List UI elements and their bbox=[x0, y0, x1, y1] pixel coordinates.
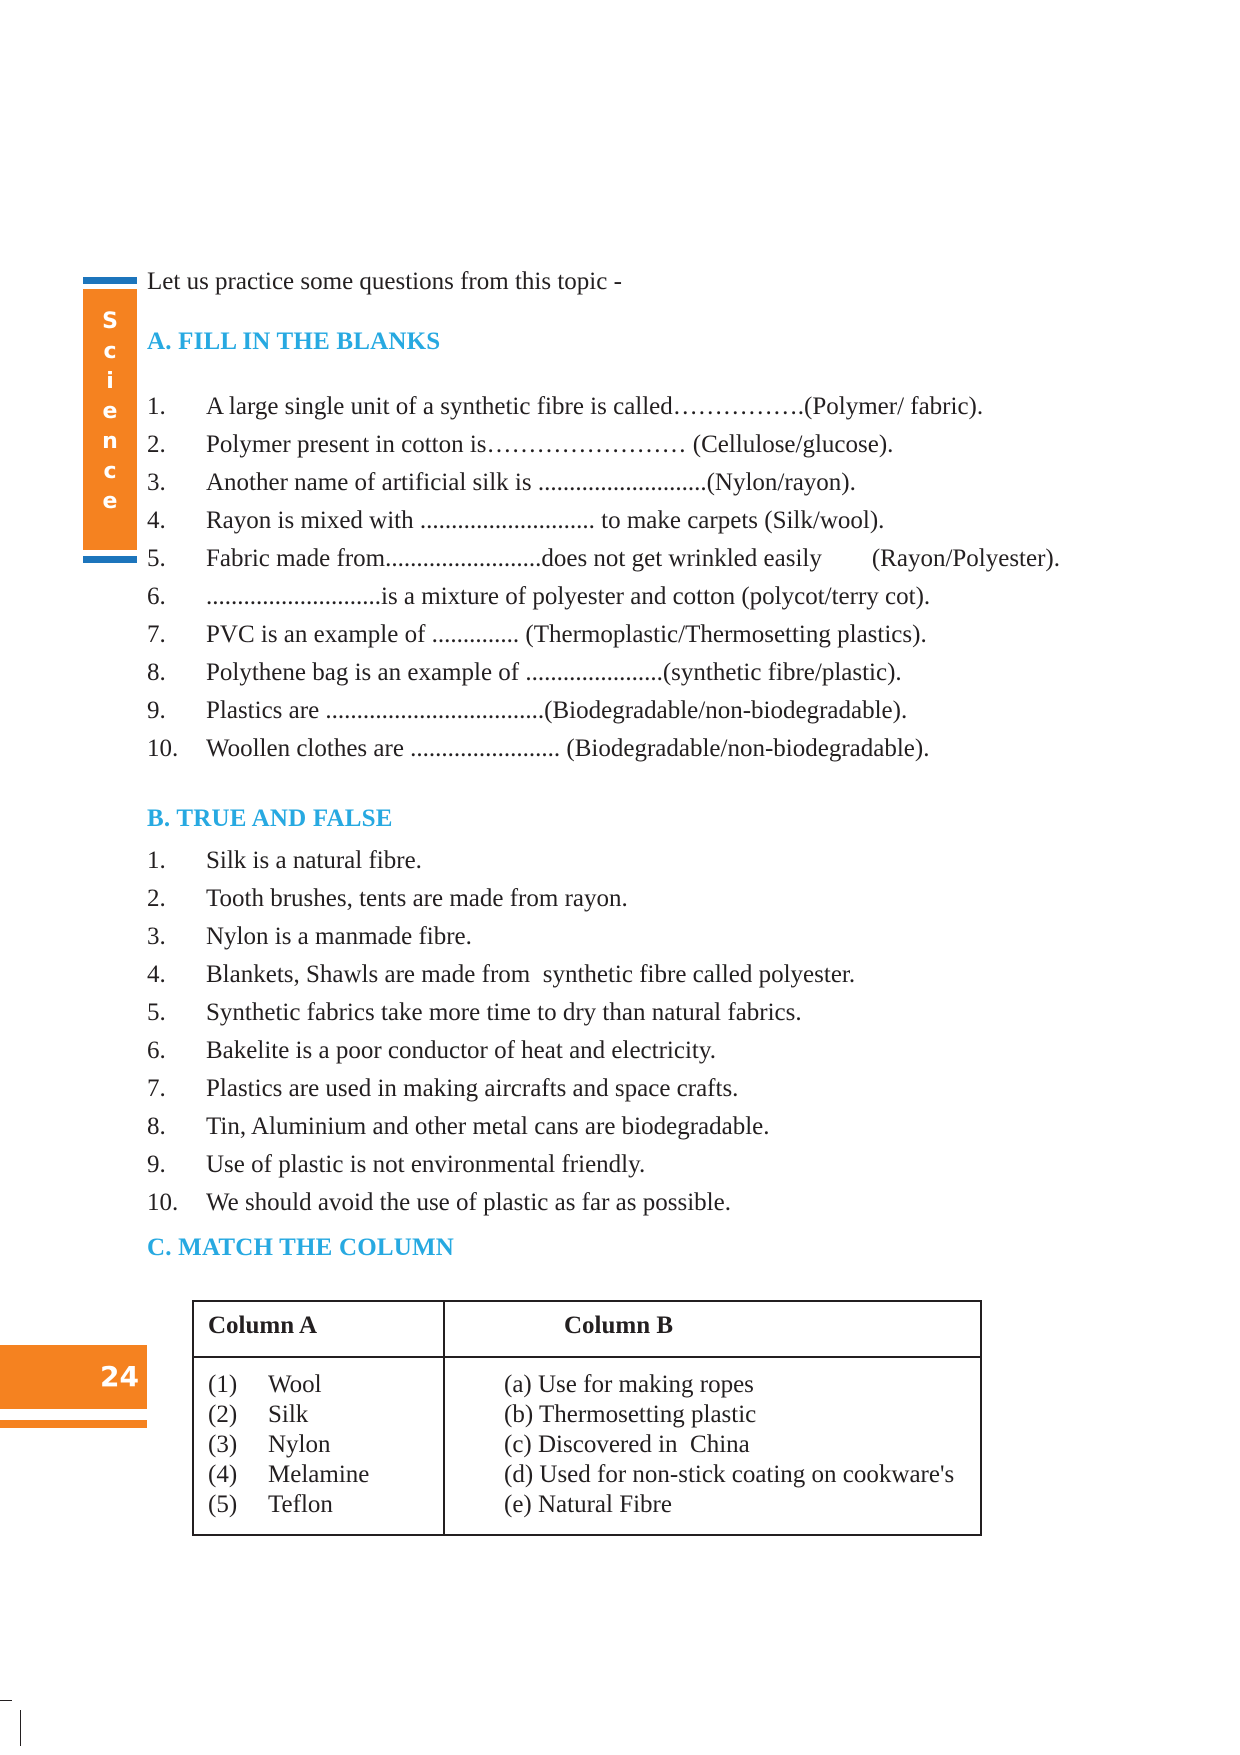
table-row bbox=[208, 1400, 369, 1430]
list-item bbox=[147, 956, 855, 994]
side-tab-letter: e bbox=[102, 489, 118, 514]
item-number: 4. bbox=[147, 507, 166, 534]
item-number: 9. bbox=[147, 697, 166, 724]
true-false-list bbox=[147, 842, 855, 1222]
item-number: 5. bbox=[147, 545, 166, 572]
list-item bbox=[147, 1070, 855, 1108]
item-text: Polymer present in cotton is…………………… (Cellulose/glucose). bbox=[206, 431, 894, 458]
section-a-heading: A. FILL IN THE BLANKS bbox=[147, 328, 441, 355]
table-row bbox=[208, 1460, 369, 1490]
side-tab-letter: c bbox=[103, 339, 117, 364]
subject-side-tab bbox=[83, 289, 137, 550]
column-a-header: Column A bbox=[208, 1312, 318, 1339]
item-text: A large single unit of a synthetic fibre is called…………….(Polymer/ fabric). bbox=[206, 393, 984, 420]
list-item bbox=[147, 842, 855, 880]
item-number: 2. bbox=[147, 885, 166, 912]
list-item bbox=[147, 540, 1060, 578]
item-number: 7. bbox=[147, 621, 166, 648]
item-number: 9. bbox=[147, 1151, 166, 1178]
item-text: Blankets, Shawls are made from synthetic fibre called polyester. bbox=[206, 961, 856, 988]
side-tab-letter: c bbox=[103, 459, 117, 484]
list-item bbox=[147, 880, 855, 918]
row-text: Nylon bbox=[268, 1431, 331, 1458]
row-number: (5) bbox=[208, 1491, 238, 1518]
table-row bbox=[208, 1430, 369, 1460]
section-b-heading: B. TRUE AND FALSE bbox=[147, 805, 393, 832]
list-item bbox=[147, 464, 1060, 502]
blue-bar-top bbox=[83, 277, 137, 284]
item-number: 8. bbox=[147, 1113, 166, 1140]
item-text: ............................is a mixture of polyester and cotton (polycot/terry cot). bbox=[206, 583, 931, 610]
list-item bbox=[147, 388, 1060, 426]
item-number: 10. bbox=[147, 735, 179, 762]
item-number: 3. bbox=[147, 923, 166, 950]
crop-mark bbox=[0, 1700, 12, 1701]
list-item bbox=[147, 994, 855, 1032]
list-item bbox=[147, 1108, 855, 1146]
item-number: 7. bbox=[147, 1075, 166, 1102]
table-row: (c) Discovered in China bbox=[504, 1431, 750, 1458]
column-b-list bbox=[504, 1370, 954, 1520]
row-text: Melamine bbox=[268, 1461, 370, 1488]
list-item bbox=[147, 578, 1060, 616]
row-text: Wool bbox=[268, 1371, 322, 1398]
intro-text: Let us practice some questions from this topic - bbox=[147, 268, 622, 295]
table-row: (d) Used for non-stick coating on cookware's bbox=[504, 1461, 955, 1488]
item-text: Polythene bag is an example of ......................(synthetic fibre/plastic). bbox=[206, 659, 902, 686]
match-the-column-table bbox=[192, 1300, 982, 1536]
table-row: (b) Thermosetting plastic bbox=[504, 1401, 757, 1428]
column-b-header: Column B bbox=[564, 1312, 674, 1339]
fill-in-blanks-list bbox=[147, 388, 1060, 768]
list-item bbox=[147, 1032, 855, 1070]
table-row: (e) Natural Fibre bbox=[504, 1491, 672, 1518]
item-number: 6. bbox=[147, 1037, 166, 1064]
list-item bbox=[147, 1184, 855, 1222]
side-tab-letter: S bbox=[102, 309, 118, 334]
item-text: Silk is a natural fibre. bbox=[206, 847, 422, 874]
list-item bbox=[147, 918, 855, 956]
column-divider bbox=[443, 1302, 445, 1534]
table-row bbox=[208, 1490, 369, 1520]
item-text: Another name of artificial silk is ...........................(Nylon/rayon). bbox=[206, 469, 856, 496]
item-text: We should avoid the use of plastic as far as possible. bbox=[206, 1189, 731, 1216]
side-tab-letter: i bbox=[106, 369, 114, 394]
row-text: Silk bbox=[268, 1401, 309, 1428]
item-text: Plastics are ...................................(Biodegradable/non-biodegradable). bbox=[206, 697, 908, 724]
item-number: 4. bbox=[147, 961, 166, 988]
list-item bbox=[147, 730, 1060, 768]
item-text: Rayon is mixed with ............................ to make carpets (Silk/wool). bbox=[206, 507, 885, 534]
row-number: (1) bbox=[208, 1371, 238, 1398]
row-number: (2) bbox=[208, 1401, 238, 1428]
table-row: (a) Use for making ropes bbox=[504, 1371, 754, 1398]
item-text: Tooth brushes, tents are made from rayon. bbox=[206, 885, 628, 912]
page-number-strip bbox=[0, 1420, 147, 1428]
list-item bbox=[147, 616, 1060, 654]
column-a-list bbox=[208, 1370, 369, 1520]
item-number: 6. bbox=[147, 583, 166, 610]
item-number: 1. bbox=[147, 393, 166, 420]
list-item bbox=[147, 1146, 855, 1184]
item-text: PVC is an example of .............. (Thermoplastic/Thermosetting plastics). bbox=[206, 621, 927, 648]
section-c-heading: C. MATCH THE COLUMN bbox=[147, 1234, 455, 1261]
item-number: 5. bbox=[147, 999, 166, 1026]
table-row bbox=[208, 1370, 369, 1400]
item-number: 1. bbox=[147, 847, 166, 874]
side-tab-letter: e bbox=[102, 399, 118, 424]
list-item bbox=[147, 654, 1060, 692]
page-number: 24 bbox=[0, 1345, 147, 1409]
item-number: 3. bbox=[147, 469, 166, 496]
item-text: Bakelite is a poor conductor of heat and electricity. bbox=[206, 1037, 716, 1064]
item-number: 8. bbox=[147, 659, 166, 686]
side-tab-letter: n bbox=[102, 429, 118, 454]
item-text: Fabric made from.........................does not get wrinkled easily (Rayon/Polyester). bbox=[206, 545, 1061, 572]
item-number: 10. bbox=[147, 1189, 179, 1216]
row-text: Teflon bbox=[268, 1491, 333, 1518]
header-divider bbox=[194, 1356, 980, 1358]
item-number: 2. bbox=[147, 431, 166, 458]
item-text: Plastics are used in making aircrafts and space crafts. bbox=[206, 1075, 739, 1102]
item-text: Synthetic fabrics take more time to dry than natural fabrics. bbox=[206, 999, 802, 1026]
item-text: Woollen clothes are ........................ (Biodegradable/non-biodegradable). bbox=[206, 735, 930, 762]
item-text: Nylon is a manmade fibre. bbox=[206, 923, 472, 950]
list-item bbox=[147, 692, 1060, 730]
list-item bbox=[147, 502, 1060, 540]
crop-mark bbox=[20, 1710, 21, 1746]
item-text: Tin, Aluminium and other metal cans are biodegradable. bbox=[206, 1113, 770, 1140]
list-item bbox=[147, 426, 1060, 464]
row-number: (4) bbox=[208, 1461, 238, 1488]
blue-bar-bottom bbox=[83, 556, 137, 563]
row-number: (3) bbox=[208, 1431, 238, 1458]
item-text: Use of plastic is not environmental friendly. bbox=[206, 1151, 646, 1178]
